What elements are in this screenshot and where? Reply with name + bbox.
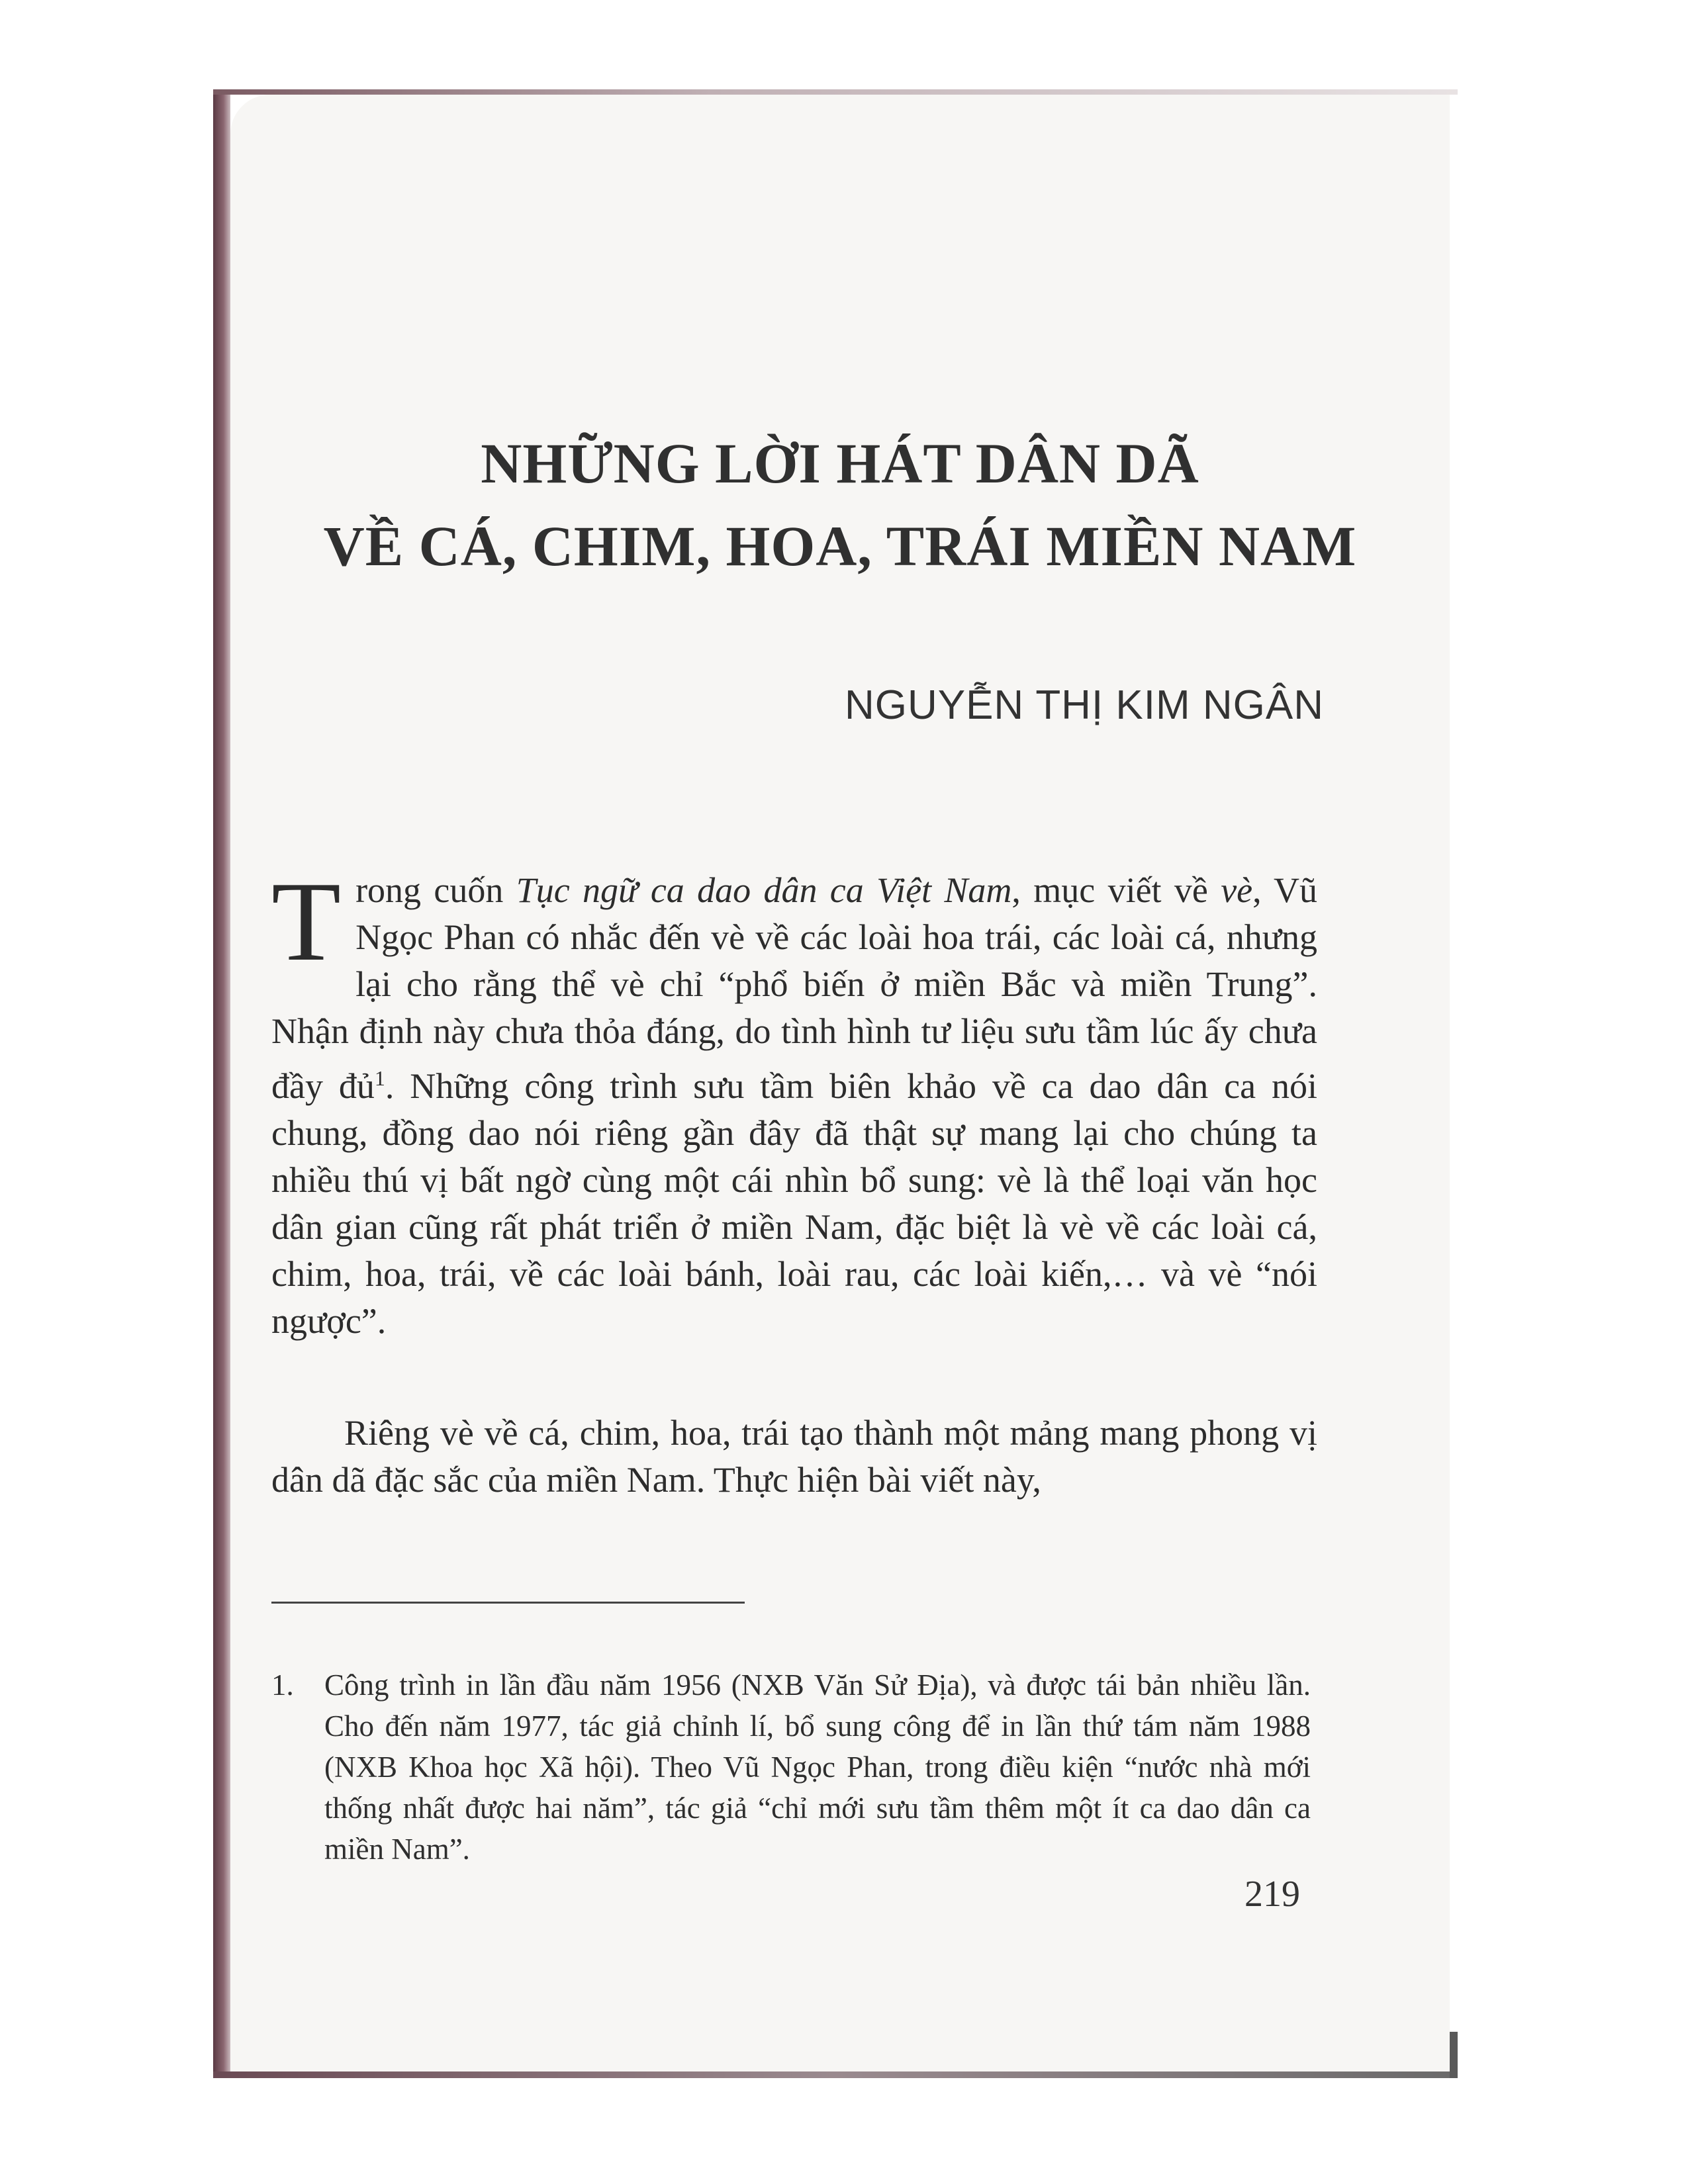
article-author: NGUYỄN THỊ KIM NGÂN: [844, 682, 1324, 728]
page-edge-bottom: [213, 2071, 1458, 2078]
drop-cap: T: [271, 859, 342, 985]
ve-italic: vè: [1221, 870, 1253, 910]
footnote: [271, 1664, 1311, 1870]
footnote-number: 1.: [271, 1668, 294, 1702]
page-edge-left: [213, 89, 230, 2071]
paragraph-1-segment-1: rong cuốn: [355, 870, 516, 910]
page-number: 219: [1244, 1874, 1300, 1915]
footnote-separator: [271, 1602, 745, 1604]
body-paragraph-1: [271, 859, 1317, 1345]
page-edge-top: [213, 89, 1458, 95]
article-title-line-1: NHỮNG LỜI HÁT DÂN DÃ: [481, 432, 1199, 495]
footnote-text: Công trình in lần đầu năm 1956 (NXB Văn Sử Địa), và được tái bản nhiều lần. Cho đến năm 1977, tác giả chỉnh lí, bổ sung công để in lần thứ tám năm 1988 (NXB Khoa học Xã hội). Theo Vũ Ngọc Phan, trong điều kiện “nước nhà mới thống nhất được hai năm”, tác giả “chỉ mới sưu tầm thêm một ít ca dao dân ca miền Nam”.: [324, 1668, 1311, 1866]
article-title-line-2: VỀ CÁ, CHIM, HOA, TRÁI MIỀN NAM: [323, 514, 1357, 578]
paragraph-1-segment-4: . Những công trình sưu tầm biên khảo về ca dao dân ca nói chung, đồng dao nói riêng gần đây đã thật sự mang lại cho chúng ta nhiều thú vị bất ngờ cùng một cái nhìn bổ sung: vè là thể loại văn học dân gian cũng rất phát triển ở miền Nam, đặc biệt là vè về các loài cá, chim, hoa, trái, về các loài bánh, loài rau, các loài kiến,… và vè “nói ngược”.: [271, 1066, 1317, 1341]
page-edge-right: [1450, 2032, 1458, 2078]
paragraph-1-segment-3: , Vũ Ngọc Phan có nhắc đến vè về các loài hoa trái, các loài cá, nhưng lại cho rằng thể vè chỉ “phổ biến ở miền Bắc và miền Trung”. Nhận định này chưa thỏa đáng, do tình hình tư liệu sưu tầm lúc ấy chưa đầy đủ: [271, 870, 1317, 1106]
body-paragraph-2: Riêng vè về cá, chim, hoa, trái tạo thành một mảng mang phong vị dân dã đặc sắc của miền Nam. Thực hiện bài viết này,: [271, 1413, 1317, 1500]
footnote-reference: 1: [374, 1066, 385, 1090]
paragraph-1-segment-2: , mục viết về: [1011, 870, 1221, 910]
book-title-italic: Tục ngữ ca dao dân ca Việt Nam: [516, 870, 1012, 910]
